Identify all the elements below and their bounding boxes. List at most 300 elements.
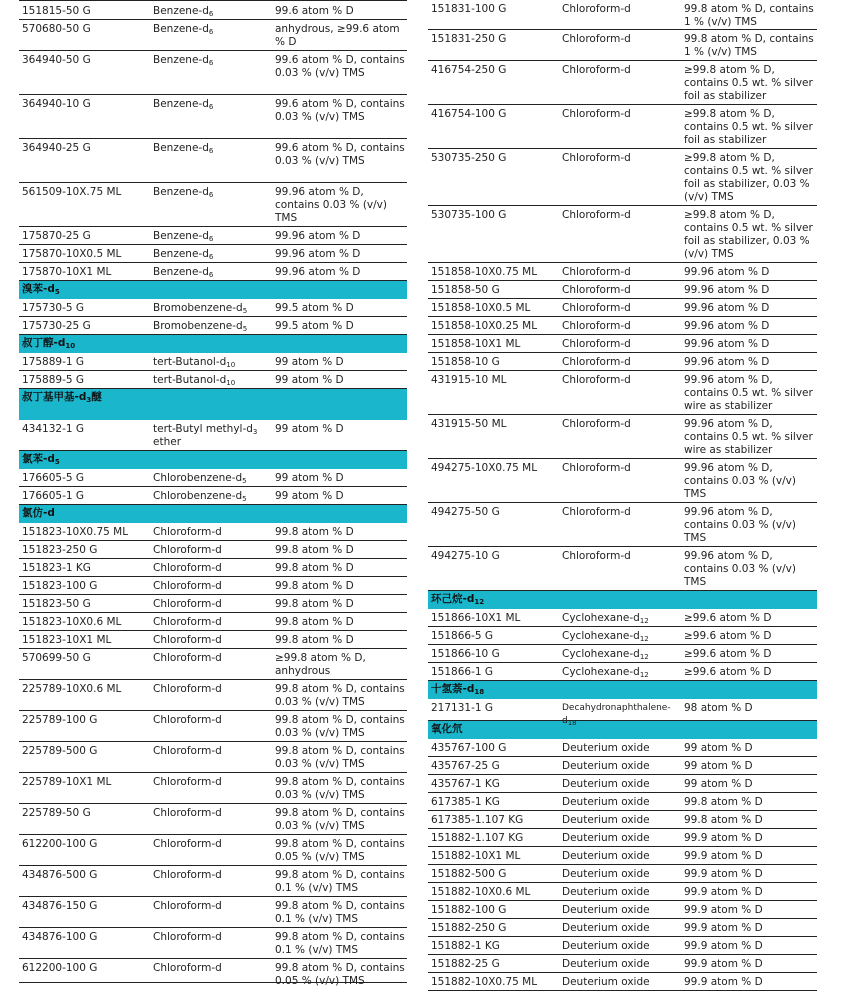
purity-spec: 99.9 atom % D bbox=[684, 940, 763, 952]
table-row bbox=[428, 883, 817, 901]
table-row bbox=[428, 775, 817, 793]
purity-spec: 99.8 atom % D, contains 0.1 % (v/v) TMS bbox=[275, 900, 405, 925]
section-title: 环己烷$-d_{12}$ bbox=[431, 593, 485, 606]
purity-spec: 99.9 atom % D bbox=[684, 958, 763, 970]
table-row bbox=[19, 577, 407, 595]
table-row bbox=[19, 541, 407, 559]
purity-spec: 99.96 atom % D, contains 0.03 % (v/v) TMS bbox=[684, 550, 796, 588]
catalog-number: 151858-10X1 ML bbox=[431, 338, 521, 350]
catalog-number: 175730-25 G bbox=[22, 320, 91, 332]
table-row bbox=[428, 937, 817, 955]
purity-spec: 99.6 atom % D bbox=[275, 5, 354, 17]
section-header bbox=[19, 451, 407, 469]
table-row bbox=[428, 105, 817, 149]
table-rows bbox=[428, 0, 817, 991]
catalog-number: 151866-5 G bbox=[431, 630, 494, 642]
product-name: Chloroform-d bbox=[562, 302, 631, 314]
catalog-number: 434876-500 G bbox=[22, 869, 98, 881]
product-name: Chloroform-d bbox=[562, 320, 631, 332]
purity-spec: 99.8 atom % D bbox=[684, 796, 763, 808]
catalog-number: 225789-10X0.6 ML bbox=[22, 683, 122, 695]
catalog-number: 435767-100 G bbox=[431, 742, 507, 754]
product-name: Chloroform-d bbox=[562, 209, 631, 221]
table-rows bbox=[19, 2, 407, 987]
product-name: Deuterium oxide bbox=[562, 886, 650, 898]
table-row bbox=[19, 613, 407, 631]
purity-spec: 99.8 atom % D, contains 0.03 % (v/v) TMS bbox=[275, 714, 405, 739]
product-name: Chlorobenzene-$d_5$ bbox=[153, 472, 247, 485]
purity-spec: 99.8 atom % D bbox=[275, 562, 354, 574]
purity-spec: ≥99.8 atom % D, contains 0.5 wt. % silver foil as stabilizer, 0.03 % (v/v) TMS bbox=[684, 209, 813, 260]
product-name: Deuterium oxide bbox=[562, 976, 650, 988]
table-row bbox=[428, 206, 817, 263]
table-row bbox=[19, 51, 407, 95]
catalog-number: 151866-10X1 ML bbox=[431, 612, 521, 624]
product-name: Cyclohexane-$d_{12}$ bbox=[562, 648, 649, 661]
product-name: Chloroform-d bbox=[562, 108, 631, 120]
table-row bbox=[428, 793, 817, 811]
purity-spec: 99.8 atom % D, contains 0.03 % (v/v) TMS bbox=[275, 807, 405, 832]
table-row bbox=[428, 973, 817, 991]
table-row bbox=[428, 371, 817, 415]
table-row bbox=[19, 742, 407, 773]
purity-spec: 98 atom % D bbox=[684, 702, 753, 714]
product-name: Cyclohexane-$d_{12}$ bbox=[562, 630, 649, 643]
purity-spec: 99.96 atom % D, contains 0.03 % (v/v) TMS bbox=[684, 506, 796, 544]
catalog-number: 494275-50 G bbox=[431, 506, 500, 518]
catalog-number: 151823-250 G bbox=[22, 544, 98, 556]
product-name: Chloroform-d bbox=[153, 807, 222, 819]
catalog-number: 225789-100 G bbox=[22, 714, 98, 726]
catalog-number: 175730-5 G bbox=[22, 302, 85, 314]
purity-spec: ≥99.6 atom % D bbox=[684, 648, 772, 660]
catalog-number: 570680-50 G bbox=[22, 23, 91, 35]
purity-spec: 99 atom % D bbox=[275, 423, 344, 435]
section-header bbox=[19, 281, 407, 299]
table-row bbox=[428, 901, 817, 919]
product-name: Benzene-$d_6$ bbox=[153, 54, 214, 67]
purity-spec: 99.96 atom % D bbox=[684, 356, 770, 368]
table-row bbox=[19, 804, 407, 835]
product-name: Chloroform-d bbox=[562, 3, 631, 15]
purity-spec: 99.8 atom % D bbox=[275, 544, 354, 556]
product-name: Deuterium oxide bbox=[562, 940, 650, 952]
purity-spec: 99.96 atom % D bbox=[684, 266, 770, 278]
purity-spec: 99.8 atom % D, contains 1 % (v/v) TMS bbox=[684, 33, 814, 58]
product-name: Deuterium oxide bbox=[562, 760, 650, 772]
catalog-number: 151858-10X0.5 ML bbox=[431, 302, 531, 314]
catalog-number: 175889-1 G bbox=[22, 356, 85, 368]
product-name: Chloroform-d bbox=[153, 869, 222, 881]
catalog-number: 364940-50 G bbox=[22, 54, 91, 66]
product-name: Chloroform-d bbox=[153, 745, 222, 757]
catalog-number: 364940-25 G bbox=[22, 142, 91, 154]
product-name: tert-Butyl methyl-$d_3$ ether bbox=[153, 423, 258, 448]
catalog-number: 151858-10 G bbox=[431, 356, 500, 368]
product-name: Chloroform-d bbox=[153, 900, 222, 912]
table-row bbox=[428, 811, 817, 829]
catalog-number: 151882-10X1 ML bbox=[431, 850, 521, 862]
product-name: Chloroform-d bbox=[562, 550, 631, 562]
product-name: Chloroform-d bbox=[562, 374, 631, 386]
table-row bbox=[428, 503, 817, 547]
table-row bbox=[19, 420, 407, 451]
catalog-number: 494275-10 G bbox=[431, 550, 500, 562]
purity-spec: 99.96 atom % D, contains 0.03 % (v/v) TMS bbox=[275, 186, 387, 224]
left-table bbox=[19, 0, 407, 987]
product-name: Chloroform-d bbox=[153, 616, 222, 628]
product-name: Benzene-$d_6$ bbox=[153, 5, 214, 18]
product-name: Chloroform-d bbox=[562, 33, 631, 45]
catalog-number: 494275-10X0.75 ML bbox=[431, 462, 538, 474]
product-name: Benzene-$d_6$ bbox=[153, 23, 214, 36]
product-name: Deuterium oxide bbox=[562, 922, 650, 934]
purity-spec: 99.9 atom % D bbox=[684, 922, 763, 934]
product-name: Chloroform-d bbox=[153, 683, 222, 695]
purity-spec: 99.8 atom % D bbox=[275, 526, 354, 538]
catalog-number: 175870-10X0.5 ML bbox=[22, 248, 122, 260]
catalog-number: 151882-1.107 KG bbox=[431, 832, 524, 844]
table-row bbox=[428, 699, 817, 727]
purity-spec: 99.96 atom % D bbox=[684, 284, 770, 296]
purity-spec: 99.6 atom % D, contains 0.03 % (v/v) TMS bbox=[275, 98, 405, 123]
table-row bbox=[428, 663, 817, 681]
catalog-number: 151882-25 G bbox=[431, 958, 500, 970]
table-row bbox=[19, 20, 407, 51]
purity-spec: 99.96 atom % D bbox=[684, 302, 770, 314]
purity-spec: 99 atom % D bbox=[275, 356, 344, 368]
catalog-number: 416754-250 G bbox=[431, 64, 507, 76]
product-name: Chloroform-d bbox=[153, 652, 222, 664]
product-name: Chloroform-d bbox=[153, 562, 222, 574]
catalog-number: 151831-100 G bbox=[431, 3, 507, 15]
product-name: Benzene-$d_6$ bbox=[153, 186, 214, 199]
product-name: Deuterium oxide bbox=[562, 850, 650, 862]
purity-spec: 99.5 atom % D bbox=[275, 320, 354, 332]
catalog-number: 175889-5 G bbox=[22, 374, 85, 386]
purity-spec: 99.6 atom % D, contains 0.03 % (v/v) TMS bbox=[275, 54, 405, 79]
product-name: Deuterium oxide bbox=[562, 958, 650, 970]
catalog-number: 225789-500 G bbox=[22, 745, 98, 757]
product-name: Deuterium oxide bbox=[562, 814, 650, 826]
table-row bbox=[428, 61, 817, 105]
section-title: 氯仿-d bbox=[22, 507, 55, 519]
product-name: Chloroform-d bbox=[153, 714, 222, 726]
product-name: Deuterium oxide bbox=[562, 796, 650, 808]
product-name: Chlorobenzene-$d_5$ bbox=[153, 490, 247, 503]
purity-spec: 99.8 atom % D, contains 0.03 % (v/v) TMS bbox=[275, 776, 405, 801]
table-row bbox=[428, 353, 817, 371]
product-name: Deuterium oxide bbox=[562, 832, 650, 844]
catalog-number: 570699-50 G bbox=[22, 652, 91, 664]
catalog-number: 151882-100 G bbox=[431, 904, 507, 916]
table-row bbox=[19, 183, 407, 227]
purity-spec: 99.8 atom % D, contains 0.05 % (v/v) TMS bbox=[275, 962, 405, 987]
table-row bbox=[428, 955, 817, 973]
product-name: Chloroform-d bbox=[562, 266, 631, 278]
product-name: Chloroform-d bbox=[153, 931, 222, 943]
catalog-number: 175870-25 G bbox=[22, 230, 91, 242]
catalog-number: 151866-1 G bbox=[431, 666, 494, 678]
purity-spec: 99 atom % D bbox=[275, 374, 344, 386]
table-row bbox=[19, 631, 407, 649]
table-row bbox=[19, 835, 407, 866]
product-name: Chloroform-d bbox=[562, 64, 631, 76]
purity-spec: ≥99.6 atom % D bbox=[684, 666, 772, 678]
purity-spec: 99.8 atom % D bbox=[275, 616, 354, 628]
catalog-number: 151882-10X0.75 ML bbox=[431, 976, 538, 988]
catalog-number: 151823-1 KG bbox=[22, 562, 91, 574]
table-row bbox=[19, 866, 407, 897]
purity-spec: 99.8 atom % D, contains 0.05 % (v/v) TMS bbox=[275, 838, 405, 863]
catalog-number: 612200-100 G bbox=[22, 962, 98, 974]
catalog-number: 151815-50 G bbox=[22, 5, 91, 17]
product-name: Decahydronaphthalene-$d_{18}$ bbox=[562, 703, 671, 727]
catalog-number: 175870-10X1 ML bbox=[22, 266, 112, 278]
table-row bbox=[428, 263, 817, 281]
purity-spec: 99.9 atom % D bbox=[684, 976, 763, 988]
purity-spec: 99.9 atom % D bbox=[684, 904, 763, 916]
purity-spec: 99.9 atom % D bbox=[684, 886, 763, 898]
purity-spec: 99.96 atom % D bbox=[275, 266, 361, 278]
table-row bbox=[19, 959, 407, 987]
catalog-number: 151858-10X0.25 ML bbox=[431, 320, 538, 332]
catalog-number: 431915-50 ML bbox=[431, 418, 507, 430]
product-name: Cyclohexane-$d_{12}$ bbox=[562, 612, 649, 625]
table-row bbox=[428, 919, 817, 937]
purity-spec: 99.96 atom % D bbox=[684, 320, 770, 332]
purity-spec: 99.8 atom % D, contains 1 % (v/v) TMS bbox=[684, 3, 814, 28]
table-row bbox=[19, 227, 407, 245]
catalog-number: 151858-50 G bbox=[431, 284, 500, 296]
section-header bbox=[428, 681, 817, 699]
table-row bbox=[428, 609, 817, 627]
purity-spec: 99.9 atom % D bbox=[684, 868, 763, 880]
product-name: Benzene-$d_6$ bbox=[153, 98, 214, 111]
purity-spec: 99.8 atom % D, contains 0.03 % (v/v) TMS bbox=[275, 683, 405, 708]
purity-spec: ≥99.8 atom % D, contains 0.5 wt. % silver foil as stabilizer bbox=[684, 108, 813, 146]
table-row bbox=[428, 847, 817, 865]
product-name: Chloroform-d bbox=[562, 506, 631, 518]
product-name: Chloroform-d bbox=[562, 418, 631, 430]
table-row bbox=[19, 680, 407, 711]
table-row bbox=[428, 627, 817, 645]
product-name: Chloroform-d bbox=[153, 526, 222, 538]
catalog-number: 151831-250 G bbox=[431, 33, 507, 45]
purity-spec: 99.8 atom % D, contains 0.03 % (v/v) TMS bbox=[275, 745, 405, 770]
product-name: Bromobenzene-$d_5$ bbox=[153, 320, 248, 333]
purity-spec: 99.8 atom % D bbox=[275, 598, 354, 610]
table-row bbox=[428, 865, 817, 883]
table-row bbox=[19, 595, 407, 613]
section-header bbox=[428, 591, 817, 609]
catalog-number: 176605-5 G bbox=[22, 472, 85, 484]
purity-spec: 99 atom % D bbox=[684, 778, 753, 790]
catalog-number: 151866-10 G bbox=[431, 648, 500, 660]
purity-spec: ≥99.8 atom % D, contains 0.5 wt. % silver foil as stabilizer, 0.03 % (v/v) TMS bbox=[684, 152, 813, 203]
product-name: Chloroform-d bbox=[153, 634, 222, 646]
product-name: Bromobenzene-$d_5$ bbox=[153, 302, 248, 315]
catalog-number: 434876-100 G bbox=[22, 931, 98, 943]
table-row bbox=[428, 547, 817, 591]
product-name: Benzene-$d_6$ bbox=[153, 248, 214, 261]
section-title: 氯苯$-d_5$ bbox=[22, 453, 60, 466]
table-row bbox=[19, 559, 407, 577]
purity-spec: 99 atom % D bbox=[275, 490, 344, 502]
purity-spec: 99.96 atom % D, contains 0.5 wt. % silver wire as stabilizer bbox=[684, 374, 813, 412]
catalog-number: 151823-10X0.6 ML bbox=[22, 616, 122, 628]
product-name: Benzene-$d_6$ bbox=[153, 266, 214, 279]
right-table bbox=[428, 0, 817, 991]
catalog-number: 435767-1 KG bbox=[431, 778, 500, 790]
table-row bbox=[428, 317, 817, 335]
catalog-number: 151823-10X0.75 ML bbox=[22, 526, 129, 538]
table-row bbox=[19, 95, 407, 139]
table-row bbox=[19, 711, 407, 742]
product-name: Chloroform-d bbox=[153, 580, 222, 592]
purity-spec: ≥99.6 atom % D bbox=[684, 612, 772, 624]
purity-spec: 99 atom % D bbox=[275, 472, 344, 484]
table-row bbox=[19, 317, 407, 335]
catalog-number: 561509-10X.75 ML bbox=[22, 186, 122, 198]
purity-spec: 99.5 atom % D bbox=[275, 302, 354, 314]
product-name: Chloroform-d bbox=[153, 838, 222, 850]
purity-spec: 99 atom % D bbox=[684, 760, 753, 772]
product-name: Chloroform-d bbox=[153, 776, 222, 788]
catalog-number: 364940-10 G bbox=[22, 98, 91, 110]
catalog-number: 151882-500 G bbox=[431, 868, 507, 880]
catalog-number: 530735-250 G bbox=[431, 152, 507, 164]
table-row bbox=[428, 739, 817, 757]
catalog-number: 151823-100 G bbox=[22, 580, 98, 592]
purity-spec: 99.9 atom % D bbox=[684, 850, 763, 862]
catalog-number: 151823-50 G bbox=[22, 598, 91, 610]
purity-spec: 99.6 atom % D, contains 0.03 % (v/v) TMS bbox=[275, 142, 405, 167]
product-name: Chloroform-d bbox=[562, 338, 631, 350]
product-name: tert-$Butanol-d_{10}$ bbox=[153, 374, 236, 387]
purity-spec: 99.8 atom % D, contains 0.1 % (v/v) TMS bbox=[275, 869, 405, 894]
table-row bbox=[428, 645, 817, 663]
table-row bbox=[19, 523, 407, 541]
table-row bbox=[428, 0, 817, 30]
product-name: Chloroform-d bbox=[153, 962, 222, 974]
catalog-number: 176605-1 G bbox=[22, 490, 85, 502]
catalog-number: 151882-1 KG bbox=[431, 940, 500, 952]
table-row bbox=[19, 371, 407, 389]
product-name: Chloroform-d bbox=[562, 284, 631, 296]
purity-spec: 99.8 atom % D bbox=[275, 634, 354, 646]
section-header bbox=[19, 335, 407, 353]
table-row bbox=[19, 2, 407, 20]
purity-spec: 99.9 atom % D bbox=[684, 832, 763, 844]
catalog-number: 151882-250 G bbox=[431, 922, 507, 934]
purity-spec: ≥99.8 atom % D, anhydrous bbox=[275, 652, 366, 677]
table-row bbox=[428, 30, 817, 61]
purity-spec: 99.8 atom % D bbox=[684, 814, 763, 826]
table-row bbox=[428, 299, 817, 317]
purity-spec: 99.8 atom % D, contains 0.1 % (v/v) TMS bbox=[275, 931, 405, 956]
product-name: Chloroform-d bbox=[562, 152, 631, 164]
table-row bbox=[428, 757, 817, 775]
catalog-number: 431915-10 ML bbox=[431, 374, 507, 386]
catalog-number: 416754-100 G bbox=[431, 108, 507, 120]
section-title: 十氢萘$-d_{18}$ bbox=[431, 683, 485, 696]
product-name: Chloroform-d bbox=[153, 598, 222, 610]
section-title: 叔丁基甲基$-d_3$醚 bbox=[22, 391, 102, 404]
section-header bbox=[428, 721, 817, 739]
section-title: 溴苯$-d_5$ bbox=[22, 283, 60, 296]
catalog-number: 617385-1.107 KG bbox=[431, 814, 524, 826]
product-name: Benzene-$d_6$ bbox=[153, 142, 214, 155]
table-row bbox=[19, 928, 407, 959]
table-row bbox=[19, 139, 407, 183]
product-name: Cyclohexane-$d_{12}$ bbox=[562, 666, 649, 679]
catalog-number: 151858-10X0.75 ML bbox=[431, 266, 538, 278]
product-name: Deuterium oxide bbox=[562, 868, 650, 880]
table-row bbox=[19, 263, 407, 281]
purity-spec: 99 atom % D bbox=[684, 742, 753, 754]
catalog-number: 434132-1 G bbox=[22, 423, 85, 435]
purity-spec: 99.96 atom % D, contains 0.03 % (v/v) TMS bbox=[684, 462, 796, 500]
section-title: 叔丁醇$-d_{10}$ bbox=[22, 337, 76, 350]
catalog-number: 612200-100 G bbox=[22, 838, 98, 850]
table-row bbox=[19, 897, 407, 928]
product-name: Chloroform-d bbox=[153, 544, 222, 556]
catalog-number: 217131-1 G bbox=[431, 702, 494, 714]
purity-spec: ≥99.8 atom % D, contains 0.5 wt. % silver foil as stabilizer bbox=[684, 64, 813, 102]
product-name: Chloroform-d bbox=[562, 356, 631, 368]
table-row bbox=[19, 299, 407, 317]
table-row bbox=[19, 487, 407, 505]
purity-spec: anhydrous, ≥99.6 atom % D bbox=[275, 23, 400, 48]
table-row bbox=[428, 281, 817, 299]
catalog-number: 225789-10X1 ML bbox=[22, 776, 112, 788]
section-header bbox=[19, 389, 407, 420]
catalog-number: 530735-100 G bbox=[431, 209, 507, 221]
table-row bbox=[428, 335, 817, 353]
purity-spec: 99.8 atom % D bbox=[275, 580, 354, 592]
catalog-number: 435767-25 G bbox=[431, 760, 500, 772]
catalog-number: 151823-10X1 ML bbox=[22, 634, 112, 646]
product-name: Benzene-$d_6$ bbox=[153, 230, 214, 243]
purity-spec: 99.96 atom % D bbox=[684, 338, 770, 350]
section-header bbox=[19, 505, 407, 523]
table-row bbox=[19, 353, 407, 371]
section-title: 氧化氘 bbox=[431, 723, 463, 735]
product-name: tert-$Butanol-d_{10}$ bbox=[153, 356, 236, 369]
catalog-number: 225789-50 G bbox=[22, 807, 91, 819]
table-row bbox=[19, 469, 407, 487]
table-row bbox=[428, 149, 817, 206]
table-row bbox=[19, 245, 407, 263]
table-row bbox=[19, 649, 407, 680]
purity-spec: ≥99.6 atom % D bbox=[684, 630, 772, 642]
catalog-number: 151882-10X0.6 ML bbox=[431, 886, 531, 898]
purity-spec: 99.96 atom % D, contains 0.5 wt. % silver wire as stabilizer bbox=[684, 418, 813, 456]
table-row bbox=[19, 773, 407, 804]
table-row bbox=[428, 415, 817, 459]
catalog-number: 434876-150 G bbox=[22, 900, 98, 912]
purity-spec: 99.96 atom % D bbox=[275, 248, 361, 260]
product-name: Deuterium oxide bbox=[562, 904, 650, 916]
purity-spec: 99.96 atom % D bbox=[275, 230, 361, 242]
table-row bbox=[428, 829, 817, 847]
product-name: Chloroform-d bbox=[562, 462, 631, 474]
table-row bbox=[428, 459, 817, 503]
catalog-number: 617385-1 KG bbox=[431, 796, 500, 808]
product-name: Deuterium oxide bbox=[562, 778, 650, 790]
product-name: Deuterium oxide bbox=[562, 742, 650, 754]
